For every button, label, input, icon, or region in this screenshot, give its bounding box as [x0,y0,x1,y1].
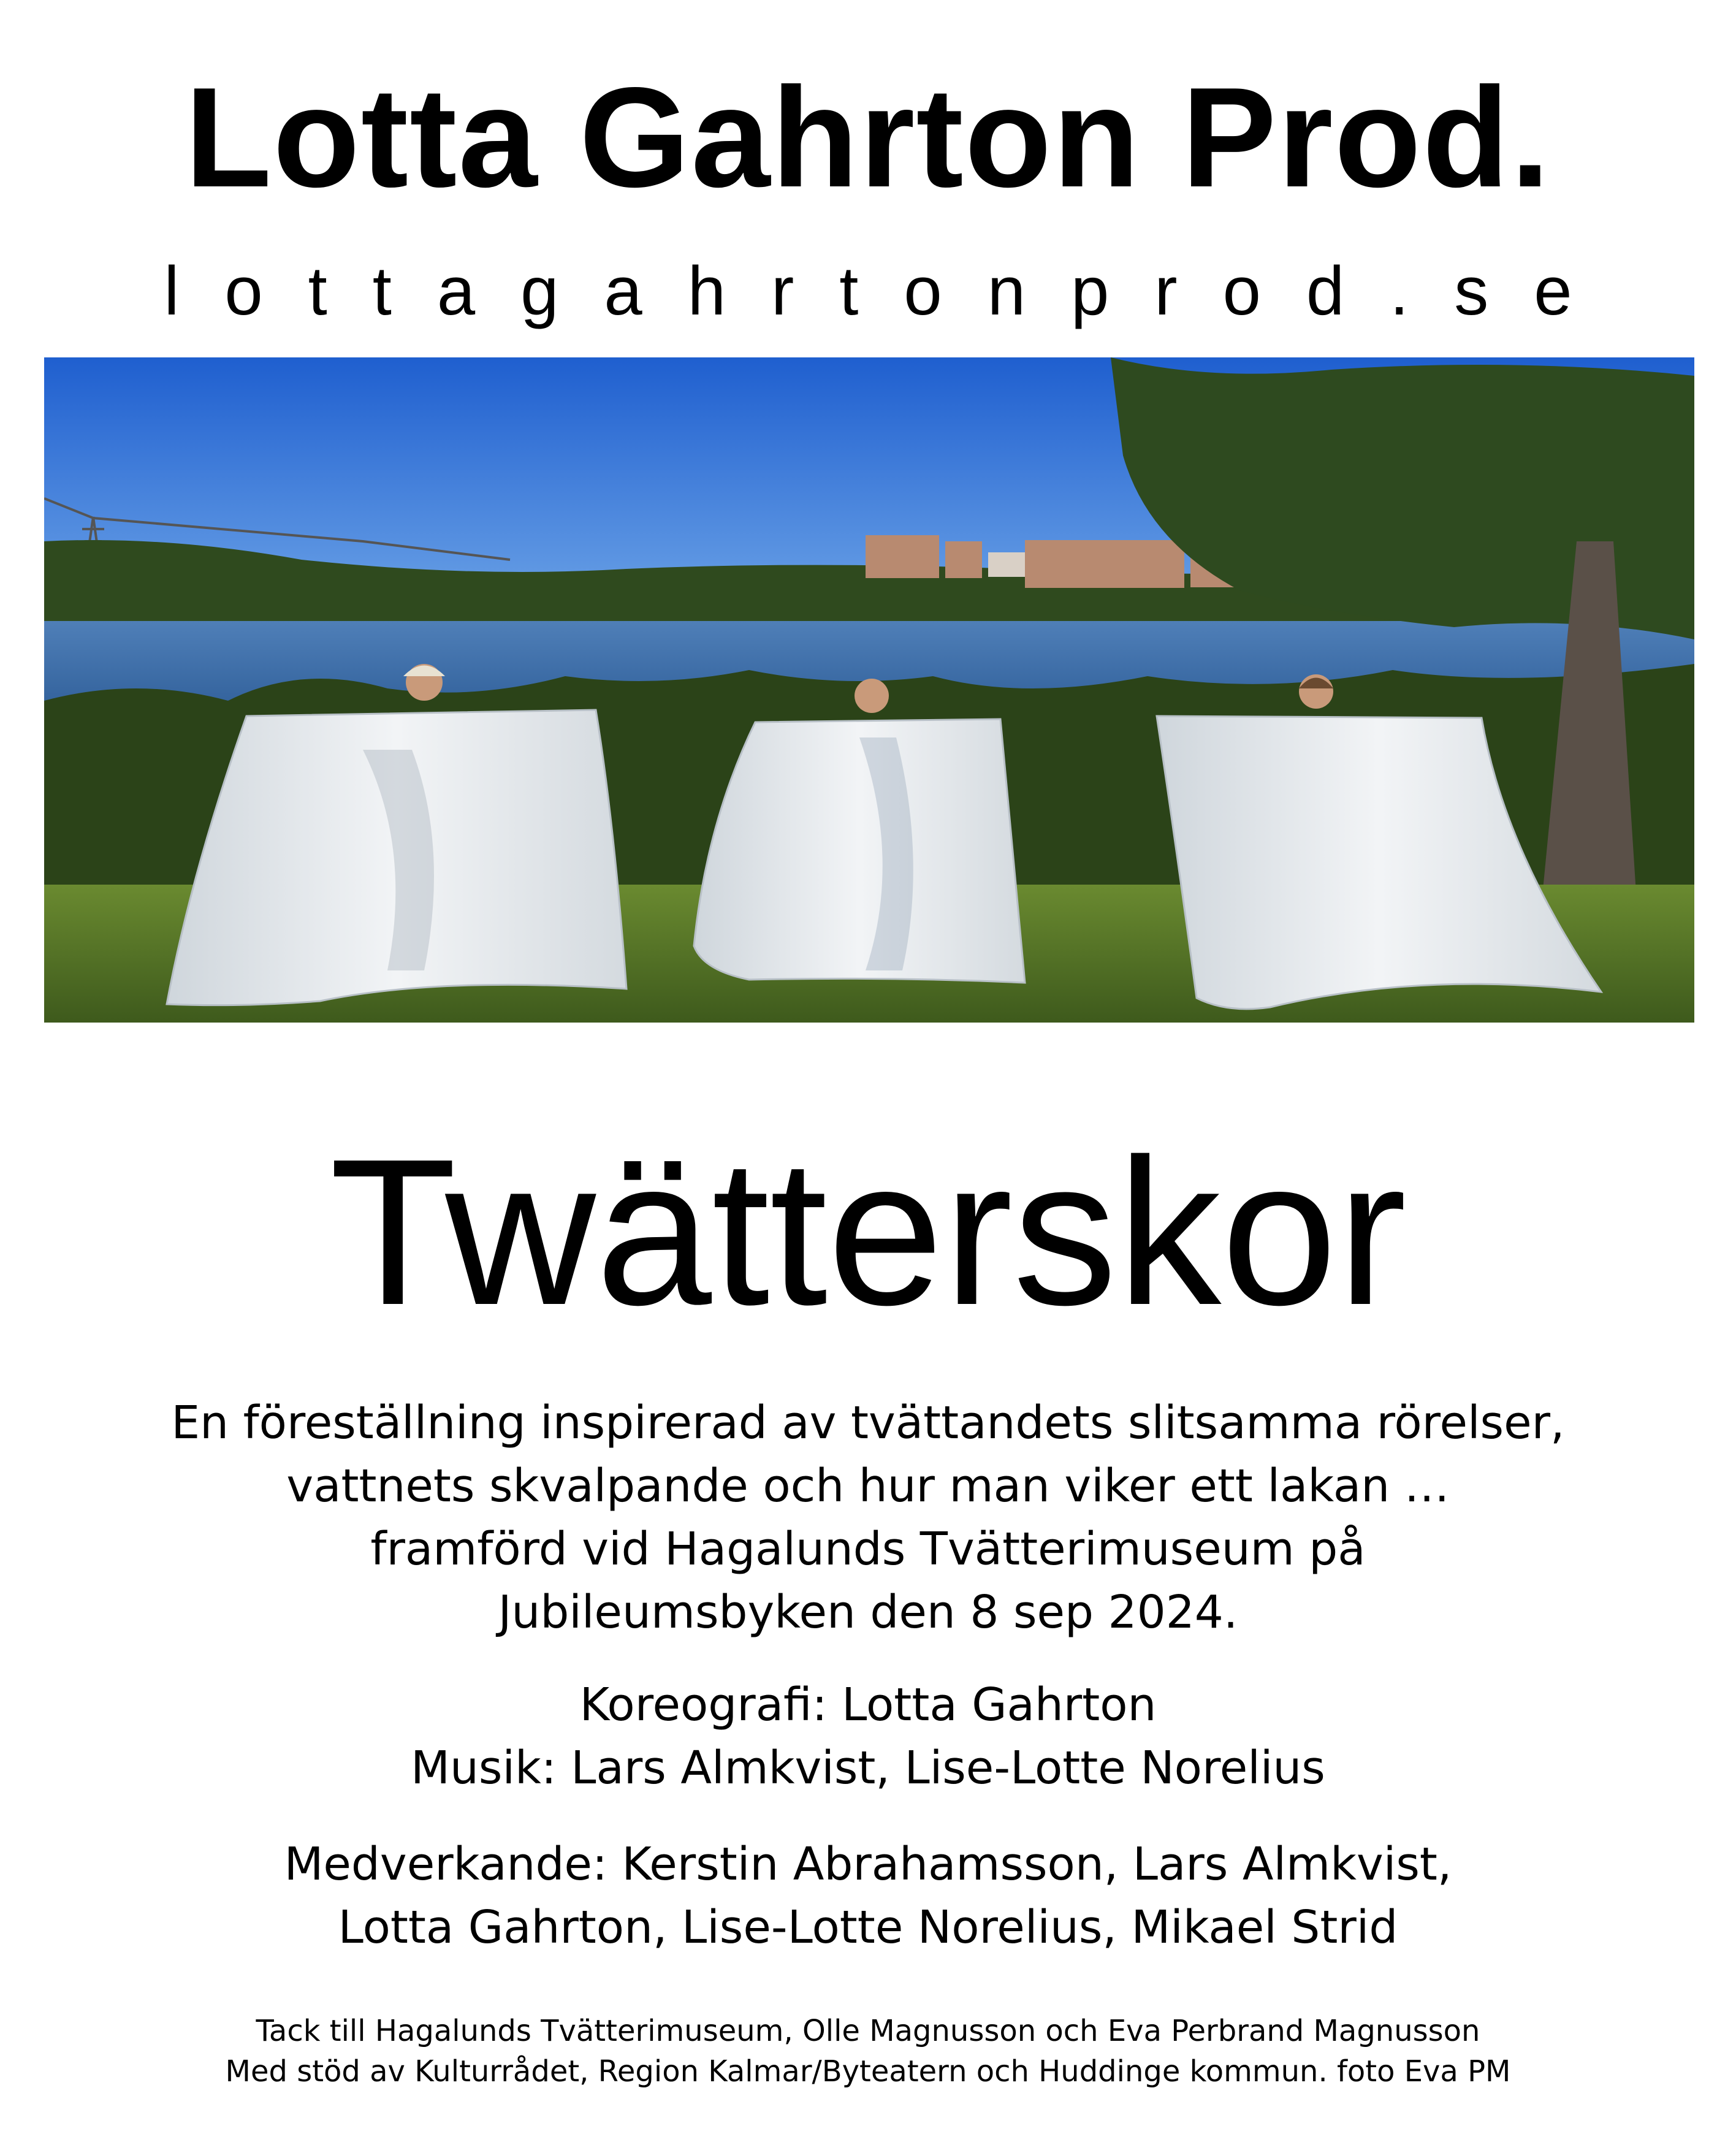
cast-line: Medverkande: Kerstin Abrahamsson, Lars Almkvist, [284,1838,1452,1891]
support-line: Med stöd av Kulturrådet, Region Kalmar/Byteatern och Huddinge kommun. foto Eva PM [225,2054,1511,2089]
thanks-line: Tack till Hagalunds Tvätterimuseum, Olle Magnusson och Eva Perbrand Magnusson [256,2014,1480,2048]
choreography-credit: Koreografi: Lotta Gahrton [579,1679,1157,1731]
footer [0,2011,1736,2092]
description-line: Jubileumsbyken den 8 sep 2024. [498,1586,1238,1639]
sheet-middle [694,719,1025,983]
credits [0,1674,1736,1800]
music-credit: Musik: Lars Almkvist, Lise-Lotte Norelius [411,1742,1325,1794]
description-line: framförd vid Hagalunds Tvätterimuseum på [370,1523,1366,1576]
website-url[interactable]: lottagahrtonprod.se [164,253,1618,329]
cast-line: Lotta Gahrton, Lise-Lotte Norelius, Mikael Strid [338,1901,1398,1954]
cast-list [0,1833,1736,1959]
poster-photo [44,357,1694,1023]
show-title: Twätterskor [329,1116,1407,1349]
description-line: En föreställning inspirerad av tvättandets slitsamma rörelser, [171,1397,1565,1449]
description [0,1392,1736,1644]
company-name: Lotta Gahrton Prod. [185,58,1551,217]
description-line: vattnets skvalpande och hur man viker ett lakan … [286,1460,1450,1512]
